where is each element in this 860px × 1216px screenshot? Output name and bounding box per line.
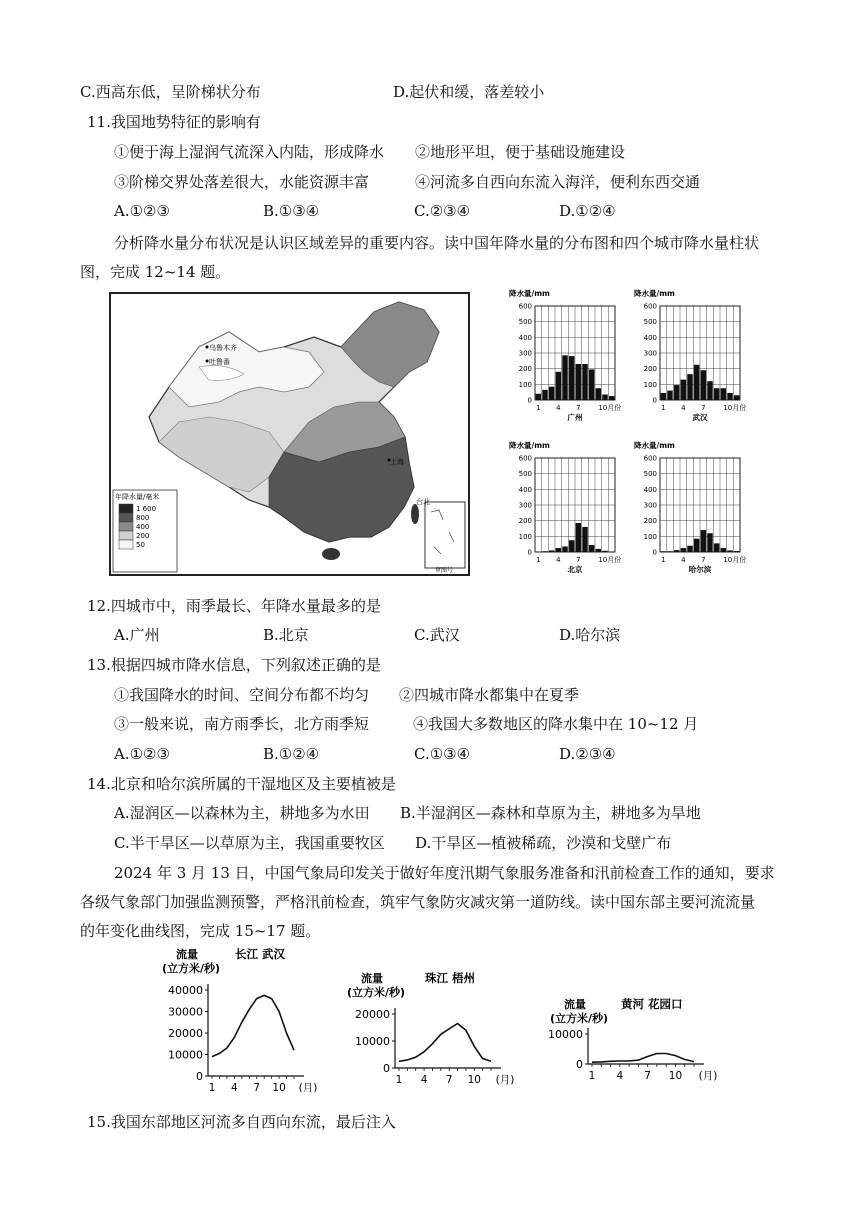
- y-tick-label: 500: [643, 318, 657, 327]
- bar-chart-title: 哈尔滨: [688, 565, 712, 574]
- y-tick-label: 100: [518, 380, 532, 389]
- x-tick-label: 4: [231, 1082, 238, 1092]
- line-chart-ylabel-2: (立方米/秒): [347, 986, 406, 999]
- y-tick-label: 10000: [548, 1028, 583, 1041]
- x-tick-label: 4: [681, 556, 686, 564]
- y-tick-label: 600: [518, 302, 532, 311]
- flow-curve: [399, 1024, 491, 1062]
- q11-statement-4: ④河流多自西向东流入海洋，便利东西交通: [415, 173, 701, 191]
- y-tick-label: 400: [643, 333, 657, 342]
- q14-option-a: A.湿润区—以森林为主，耕地多为水田: [114, 804, 370, 822]
- city-precipitation-bar-charts: [505, 284, 755, 584]
- label-shanghai: 上海: [390, 458, 404, 466]
- question-12-stem: 12.四城市中，雨季最长、年降水量最多的是: [87, 597, 381, 615]
- line-chart-ylabel-2: (立方米/秒): [550, 1012, 609, 1025]
- x-tick-label: 7: [576, 556, 581, 564]
- x-tick-label: 4: [681, 404, 686, 412]
- y-tick-label: 0: [383, 1062, 390, 1075]
- q12-option-c: C.武汉: [414, 626, 460, 644]
- bar-11: [727, 550, 732, 552]
- bar-8: [582, 527, 587, 552]
- y-tick-label: 600: [643, 302, 657, 311]
- bar-11: [602, 551, 607, 552]
- x-tick-label: 4: [616, 1070, 624, 1082]
- bar-chart-ylabel: 降水量/mm: [509, 441, 550, 450]
- river-flow-line-charts: [150, 942, 720, 1092]
- bar-2: [667, 551, 672, 552]
- bar-4: [681, 548, 686, 552]
- y-tick-label: 0: [196, 1070, 203, 1083]
- line-chart-3: [548, 997, 717, 1082]
- bar-1: [536, 394, 541, 400]
- y-tick-label: 0: [652, 548, 657, 557]
- label-urumqi: 乌鲁木齐: [209, 344, 237, 352]
- bar-chart-ylabel: 降水量/mm: [634, 441, 675, 450]
- x-tick-label: 10月份: [723, 404, 747, 412]
- x-tick-label: (月): [298, 1082, 318, 1092]
- y-tick-label: 0: [576, 1058, 583, 1071]
- q12-option-a: A.广州: [114, 626, 160, 644]
- intro-paragraph-2-line2: 各级气象部门加强监测预警，严格汛前检查，筑牢气象防灾减灾第一道防线。读中国东部主要河流流量: [80, 893, 756, 911]
- bar-8: [582, 364, 587, 400]
- y-tick-label: 200: [518, 517, 532, 526]
- bar-chart-3: [509, 440, 621, 574]
- question-15-stem: 15.我国东部地区河流多自西向东流，最后注入: [87, 1113, 396, 1131]
- bar-10: [721, 548, 726, 552]
- legend-item-4: 200: [136, 532, 150, 540]
- bar-3: [549, 387, 554, 400]
- x-tick-label: 1: [588, 1070, 596, 1082]
- bar-2: [542, 390, 547, 400]
- bar-10: [596, 388, 601, 400]
- bar-chart-title: 北京: [567, 565, 583, 574]
- x-tick-label: 7: [644, 1070, 651, 1082]
- intro-paragraph-1-line1: 分析降水量分布状况是认识区域差异的重要内容。读中国年降水量的分布图和四个城市降水量柱状: [114, 234, 760, 252]
- bar-10: [721, 388, 726, 400]
- x-tick-label: 10月份: [723, 556, 747, 564]
- bar-3: [674, 550, 679, 552]
- bar-12: [734, 395, 739, 400]
- q13-statement-3: ③一般来说，南方雨季长，北方雨季短: [114, 715, 370, 733]
- y-tick-label: 100: [643, 380, 657, 389]
- x-tick-label: 4: [556, 556, 561, 564]
- y-tick-label: 20000: [355, 1008, 390, 1021]
- bar-3: [549, 550, 554, 552]
- question-13-stem: 13.根据四城市降水信息，下列叙述正确的是: [87, 656, 381, 674]
- y-tick-label: 0: [527, 396, 532, 405]
- line-chart-ylabel-1: 流量: [361, 972, 383, 985]
- flow-curve: [592, 1054, 694, 1063]
- q13-option-b: B.①②④: [263, 745, 320, 763]
- intro-paragraph-2-line1: 2024 年 3 月 13 日，中国气象局印发关于做好年度汛期气象服务准备和汛前检查工作的通知，要求: [114, 864, 775, 882]
- x-tick-label: 10月份: [598, 404, 622, 412]
- bar-4: [556, 548, 561, 552]
- x-tick-label: 1: [661, 404, 666, 412]
- line-chart-ylabel-2: (立方米/秒): [162, 962, 221, 975]
- intro-paragraph-2-line3: 的年变化曲线图，完成 15~17 题。: [80, 922, 321, 940]
- line-chart-title: 长江 武汉: [235, 947, 286, 961]
- bar-6: [694, 365, 699, 400]
- line-chart-title: 黄河 花园口: [621, 997, 683, 1011]
- x-tick-label: (月): [698, 1070, 718, 1082]
- q11-statement-3: ③阶梯交界处落差很大，水能资源丰富: [114, 173, 370, 191]
- y-tick-label: 40000: [168, 984, 203, 997]
- y-tick-label: 600: [518, 454, 532, 463]
- y-tick-label: 500: [518, 318, 532, 327]
- bar-9: [589, 369, 594, 400]
- x-tick-label: 1: [536, 404, 541, 412]
- y-tick-label: 500: [643, 470, 657, 479]
- y-tick-label: 600: [643, 454, 657, 463]
- y-tick-label: 200: [643, 365, 657, 374]
- bar-6: [694, 539, 699, 552]
- bar-chart-4: [634, 440, 746, 574]
- x-tick-label: 1: [208, 1082, 216, 1092]
- bar-3: [674, 385, 679, 400]
- legend-item-2: 800: [136, 514, 150, 522]
- q13-statement-1: ①我国降水的时间、空间分布都不均匀: [114, 686, 370, 704]
- q11-option-b: B.①③④: [263, 202, 320, 220]
- bar-4: [681, 380, 686, 400]
- bar-4: [556, 372, 561, 400]
- bar-12: [609, 396, 614, 400]
- bar-12: [734, 551, 739, 552]
- q11-statement-1: ①便于海上湿润气流深入内陆，形成降水: [114, 143, 385, 161]
- x-tick-label: 10: [668, 1070, 683, 1082]
- line-chart-ylabel-1: 流量: [176, 948, 198, 961]
- bar-5: [562, 547, 567, 552]
- flow-curve: [212, 995, 294, 1056]
- y-tick-label: 100: [518, 532, 532, 541]
- line-chart-1: [162, 947, 317, 1092]
- bar-9: [589, 545, 594, 552]
- x-tick-label: 10: [272, 1082, 286, 1092]
- x-tick-label: 10月份: [598, 556, 622, 564]
- bar-2: [667, 391, 672, 400]
- y-tick-label: 200: [643, 517, 657, 526]
- x-tick-label: 4: [420, 1074, 428, 1086]
- y-tick-label: 10000: [355, 1035, 390, 1048]
- x-tick-label: 7: [701, 404, 706, 412]
- bar-9: [714, 543, 719, 552]
- bar-5: [687, 546, 692, 552]
- intro-paragraph-1-line2: 图，完成 12~14 题。: [80, 263, 231, 281]
- x-tick-label: (月): [495, 1074, 515, 1086]
- x-tick-label: 1: [395, 1074, 403, 1086]
- y-tick-label: 200: [518, 365, 532, 374]
- bar-chart-title: 广州: [567, 413, 583, 422]
- y-tick-label: 500: [518, 470, 532, 479]
- q11-statement-2: ②地形平坦，便于基础设施建设: [415, 143, 626, 161]
- bar-7: [701, 370, 706, 400]
- q13-option-c: C.①③④: [414, 745, 471, 763]
- line-chart-ylabel-1: 流量: [564, 998, 586, 1011]
- y-tick-label: 30000: [168, 1005, 203, 1019]
- x-tick-label: 1: [661, 556, 666, 564]
- bar-9: [714, 388, 719, 400]
- q14-option-d: D.干旱区—植被稀疏，沙漠和戈壁广布: [415, 834, 672, 852]
- bar-8: [707, 381, 712, 400]
- bar-5: [562, 355, 567, 400]
- bar-7: [701, 530, 706, 552]
- bar-6: [569, 540, 574, 552]
- y-tick-label: 400: [518, 333, 532, 342]
- y-tick-label: 10000: [168, 1048, 203, 1062]
- y-tick-label: 300: [643, 501, 657, 510]
- q13-statement-2: ②四城市降水都集中在夏季: [399, 686, 580, 704]
- bar-1: [661, 393, 666, 400]
- bar-6: [569, 356, 574, 400]
- legend-title: 年降水量/毫米: [115, 493, 160, 501]
- bar-chart-title: 武汉: [692, 413, 708, 422]
- q12-option-d: D.哈尔滨: [559, 626, 621, 644]
- q12-option-b: B.北京: [263, 626, 309, 644]
- y-tick-label: 100: [643, 532, 657, 541]
- bar-5: [687, 374, 692, 400]
- bar-11: [727, 393, 732, 400]
- q11-option-a: A.①②③: [114, 202, 170, 220]
- question-11-stem: 11.我国地势特征的影响有: [87, 113, 261, 131]
- y-tick-label: 0: [652, 396, 657, 405]
- x-tick-label: 7: [576, 404, 581, 412]
- y-tick-label: 0: [527, 548, 532, 557]
- bar-chart-2: [634, 288, 746, 422]
- y-tick-label: 300: [518, 501, 532, 510]
- x-tick-label: 7: [701, 556, 706, 564]
- x-tick-label: 4: [556, 404, 561, 412]
- line-chart-title: 珠江 梧州: [425, 971, 476, 985]
- y-tick-label: 300: [518, 349, 532, 358]
- q13-option-a: A.①②③: [114, 745, 170, 763]
- q13-statement-4: ④我国大多数地区的降水集中在 10~12 月: [413, 715, 699, 733]
- legend-item-5: 50: [136, 541, 145, 549]
- label-map-number: 审图号: [435, 567, 454, 574]
- bar-10: [596, 549, 601, 552]
- option-c: C.西高东低，呈阶梯状分布: [80, 83, 261, 101]
- q11-option-c: C.②③④: [414, 202, 471, 220]
- q13-option-d: D.②③④: [559, 745, 616, 763]
- china-precipitation-map: [109, 292, 470, 576]
- y-tick-label: 400: [643, 485, 657, 494]
- bar-2: [542, 551, 547, 552]
- bar-8: [707, 533, 712, 552]
- bar-chart-ylabel: 降水量/mm: [509, 289, 550, 298]
- map-legend: [113, 490, 177, 572]
- y-tick-label: 20000: [168, 1027, 203, 1040]
- y-tick-label: 300: [643, 349, 657, 358]
- label-taipei: 台北: [416, 498, 430, 506]
- q11-option-d: D.①②④: [559, 202, 616, 220]
- y-tick-label: 400: [518, 485, 532, 494]
- bar-1: [661, 551, 666, 552]
- label-turpan: 吐鲁番: [209, 358, 230, 366]
- x-tick-label: 7: [445, 1074, 453, 1086]
- x-tick-label: 1: [536, 556, 541, 564]
- x-tick-label: 10: [467, 1074, 481, 1086]
- bar-chart-1: [509, 288, 621, 422]
- bar-7: [576, 364, 581, 400]
- line-chart-2: [347, 971, 514, 1086]
- legend-item-1: 1 600: [136, 505, 157, 513]
- bar-chart-ylabel: 降水量/mm: [634, 289, 675, 298]
- bar-11: [602, 395, 607, 400]
- question-14-stem: 14.北京和哈尔滨所属的干湿地区及主要植被是: [87, 775, 396, 793]
- bar-7: [576, 523, 581, 552]
- q14-option-c: C.半干旱区—以草原为主，我国重要牧区: [114, 834, 385, 852]
- option-d: D.起伏和缓，落差较小: [393, 83, 545, 101]
- q14-option-b: B.半湿润区—森林和草原为主，耕地多为旱地: [400, 804, 701, 822]
- x-tick-label: 7: [253, 1082, 261, 1092]
- legend-item-3: 400: [136, 523, 150, 531]
